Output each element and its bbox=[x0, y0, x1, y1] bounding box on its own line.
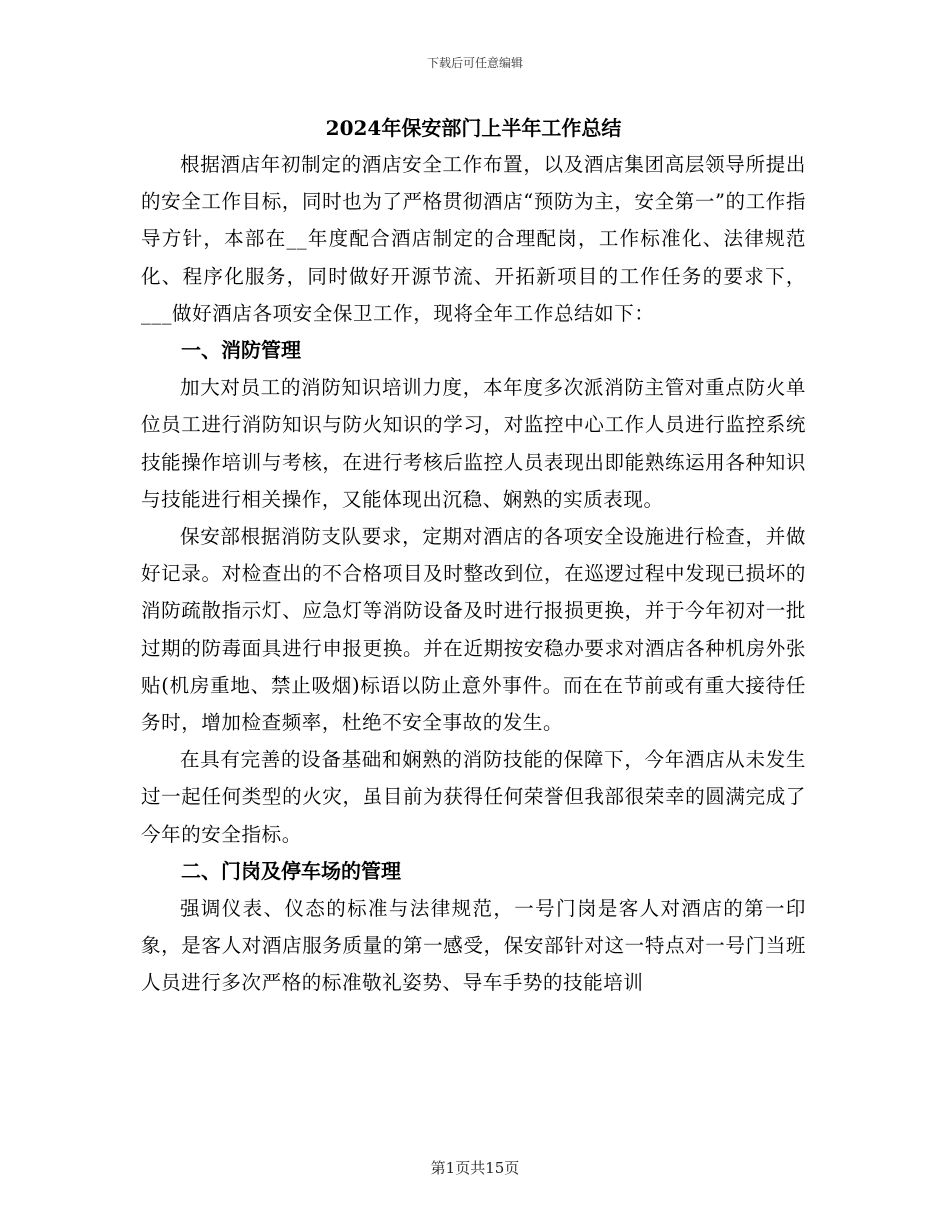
document-title: 2024年保安部门上半年工作总结 bbox=[325, 116, 622, 140]
page-header-note: 下载后可任意编辑 bbox=[426, 56, 523, 70]
section-paragraph: 在具有完善的设备基础和娴熟的消防技能的保障下，今年酒店从未发生过一起任何类型的火灾，虽目前为获得任何荣誉但我部很荣幸的圆满完成了今年的安全指标。 bbox=[141, 748, 806, 846]
section-paragraph: 加大对员工的消防知识培训力度，本年度多次派消防主管对重点防火单位员工进行消防知识与防火知识的学习，对监控中心工作人员进行监控系统技能操作培训与考核，在进行考核后监控人员表现出即能熟练运用各种知识与技能进行相关操作，又能体现出沉稳、娴熟的实质表现。 bbox=[141, 376, 806, 511]
section-paragraph: 强调仪表、仪态的标准与法律规范，一号门岗是客人对酒店的第一印象，是客人对酒店服务质量的第一感受，保安部针对这一特点对一号门当班人员进行多次严格的标准敬礼姿势、导车手势的技能培训 bbox=[141, 897, 806, 995]
section-heading-gate-parking: 二、门岗及停车场的管理 bbox=[181, 858, 401, 883]
intro-paragraph: 根据酒店年初制定的酒店安全工作布置，以及酒店集团高层领导所提出的安全工作目标，同时也为了严格贯彻酒店“预防为主，安全第一”的工作指导方针，本部在__年度配合酒店制定的合理配岗，工作标准化、法律规范化、程序化服务，同时做好开源节流、开拓新项目的工作任务的要求下，___做好酒店各项安全保卫工作，现将全年工作总结如下： bbox=[141, 153, 806, 325]
section-paragraph: 保安部根据消防支队要求，定期对酒店的各项安全设施进行检查，并做好记录。对检查出的不合格项目及时整改到位，在巡逻过程中发现已损坏的消防疏散指示灯、应急灯等消防设备及时进行报损更换，并于今年初对一批过期的防毒面具进行申报更换。并在近期按安稳办要求对酒店各种机房外张贴(机房重地、禁止吸烟)标语以防止意外事件。而在在节前或有重大接待任务时，增加检查频率，杜绝不安全事故的发生。 bbox=[141, 525, 806, 735]
document-body bbox=[141, 112, 806, 1002]
section-heading-fire: 一、消防管理 bbox=[181, 338, 301, 363]
page-number: 第1页共15页 bbox=[430, 1159, 520, 1177]
